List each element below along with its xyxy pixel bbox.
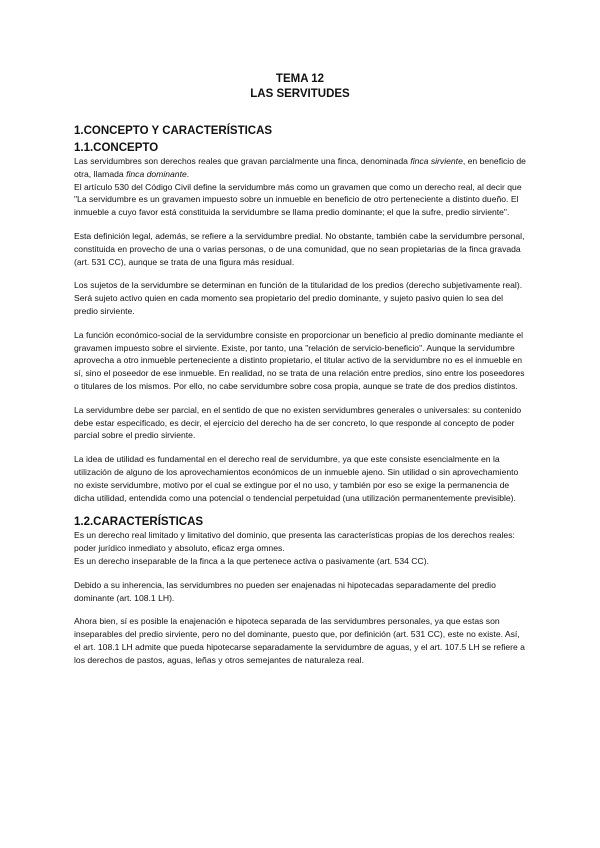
paragraph-servidumbre-predial: Esta definición legal, además, se refiere a la servidumbre predial. No obstante, también cabe la servidumbre personal, constituida en provecho de una o varias personas, o de una comunidad, que no sean propietarias de la finca gravada (art. 531 CC), aunque se trata de una figura más residual. bbox=[74, 230, 525, 267]
section-heading-concepto-caracteristicas: 1.CONCEPTO Y CARACTERÍSTICAS bbox=[74, 125, 273, 137]
paragraph-inherencia: Debido a su inherencia, las servidumbres no pueden ser enajenadas ni hipotecadas separadamente del predio dominante (art. 108.1 LH). bbox=[74, 579, 496, 603]
paragraph-inseparable: Es un derecho inseparable de la finca a la que pertenece activa o pasivamente (art. 534 CC). bbox=[74, 555, 429, 566]
paragraph-servidumbres-personales: Ahora bien, sí es posible la enajenación e hipoteca separada de las servidumbres personales, ya que estas son inseparables del predio sirviente, pero no del dominante, puesto que, por definición (art. 531 CC), este no existe. Así, el art. 108.1 LH admite que pueda hipotecarse separadamente la servidumbre de aguas, y el art. 107.5 LH se refiere a los derechos de pastos, aguas, leñas y otros semejantes de naturaleza real. bbox=[74, 616, 525, 665]
paragraph-definicion: Las servidumbres son derechos reales que gravan parcialmente una finca, denominada finca sirviente, en beneficio de otra, llamada finca dominante. bbox=[74, 156, 526, 179]
tema-number: TEMA 12 bbox=[275, 73, 325, 85]
term-finca-sirviente: finca sirviente bbox=[410, 156, 463, 166]
paragraph-articulo-530: El artículo 530 del Código Civil define la servidumbre más como un gravamen que como un derecho real, al decir que "La servidumbre es un gravamen impuesto sobre un inmueble en beneficio de otro perteneciente a distinto dueño. El inmueble a cuyo favor está constituida la servidumbre se llama predio dominante; el que la sufre, predio sirviente". bbox=[74, 181, 522, 218]
subsection-heading-caracteristicas: 1.2.CARACTERÍSTICAS bbox=[74, 516, 204, 529]
document-page bbox=[74, 72, 526, 678]
paragraph-sujetos: Los sujetos de la servidumbre se determinan en función de la titularidad de los predios (derecho subjetivamente real). Será sujeto activo quien en cada momento sea propietario del predio dominante, y sujeto pasivo quien lo sea del predio sirviente. bbox=[74, 280, 523, 316]
paragraph-parcialidad: La servidumbre debe ser parcial, en el sentido de que no existen servidumbres generales o universales: su contenido debe estar especificado, es decir, el ejercicio del derecho ha de ser concreto, lo que responde al concepto de poder parcial sobre el predio sirviente. bbox=[74, 404, 522, 441]
subsection-heading-concepto: 1.1.CONCEPTO bbox=[74, 142, 159, 154]
paragraph-utilidad: La idea de utilidad es fundamental en el derecho real de servidumbre, ya que este consiste esencialmente en la utilización de alguno de los aprovechamientos económicos de un inmueble ajeno. Sin utilidad o sin aprovechamiento no existe servidumbre, motivo por el cual se extingue por el no uso, y también por eso se exige la permanencia de dicha utilidad, entendida como una potencial o tendencial perpetuidad (una utilización permanentemente previsible). bbox=[74, 454, 519, 503]
document-title-block bbox=[74, 72, 526, 102]
document-title: LAS SERVITUDES bbox=[250, 88, 350, 100]
term-finca-dominante: finca dominante bbox=[126, 168, 187, 179]
paragraph-derecho-real-limitado: Es un derecho real limitado y limitativo del dominio, que presenta las características propias de los derechos reales: poder jurídico inmediato y absoluto, eficaz erga omnes. bbox=[74, 530, 515, 554]
paragraph-funcion-economica: La función económico-social de la servidumbre consiste en proporcionar un beneficio al predio dominante mediante el gravamen impuesto sobre el sirviente. Existe, por tanto, una "relación de servicio-beneficio". Aunque la servidumbre aprovecha a otro inmueble perteneciente a distinto propietario, el titular activo de la servidumbre no es el inmueble en sí, sino el poseedor de ese inmueble. En realidad, no se trata de una relación entre predios, sino entre los poseedores o titulares de los mismos. Por ello, no cabe servidumbre sobre cosa propia, aunque se trate de dos predios distintos. bbox=[74, 329, 525, 391]
